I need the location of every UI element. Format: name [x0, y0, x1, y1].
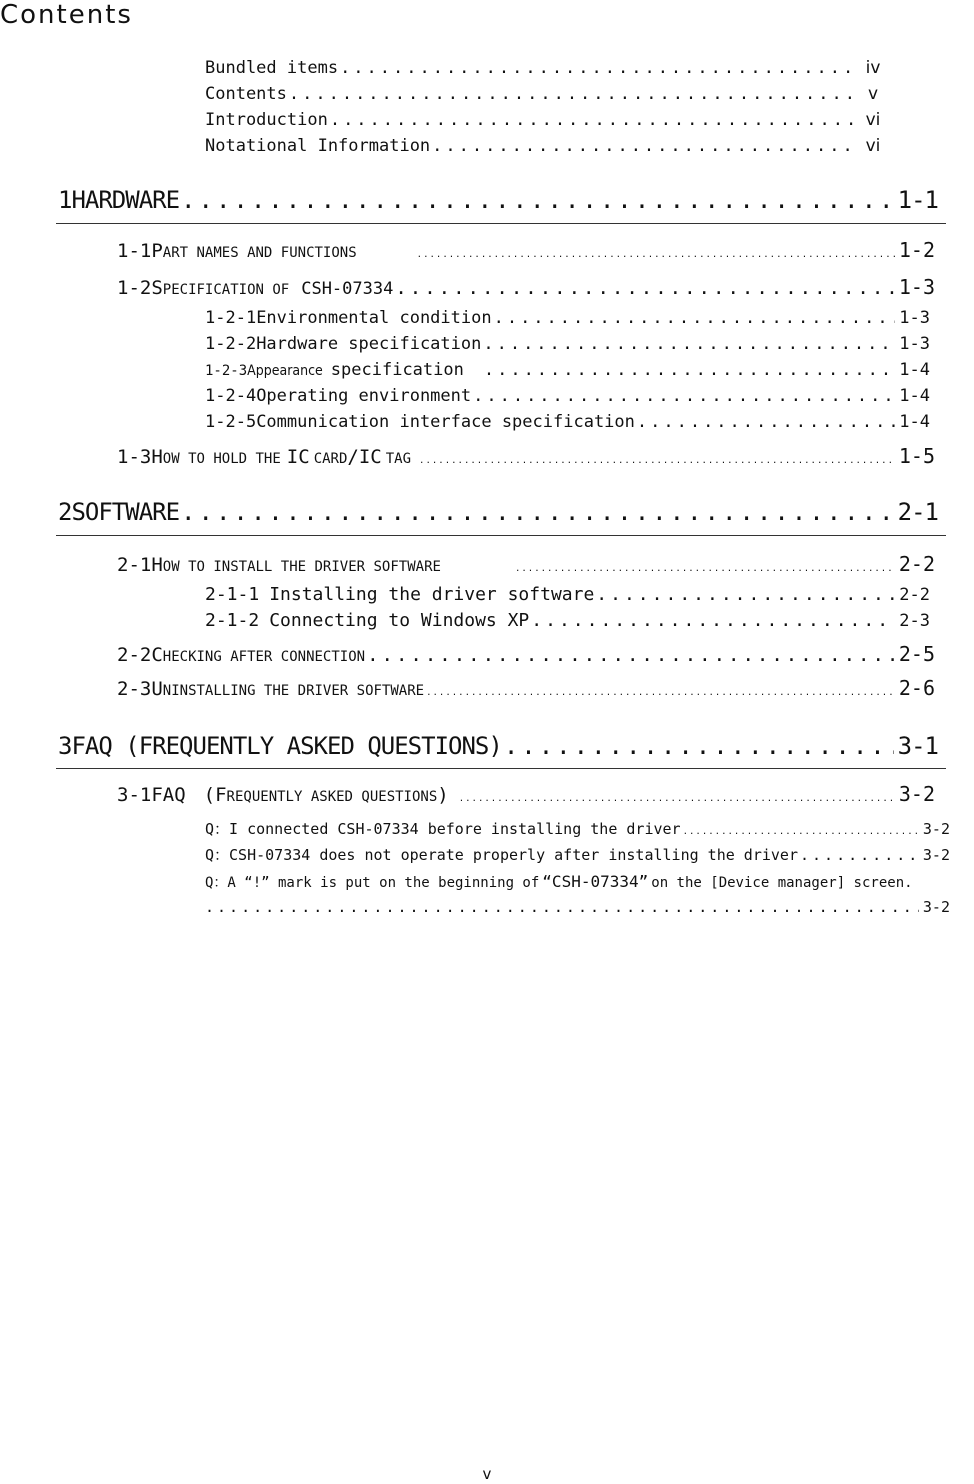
- page-ref: 3-2: [922, 846, 950, 864]
- dot-leader: [340, 58, 857, 78]
- dot-leader: [459, 794, 895, 804]
- page-ref: 2-2: [899, 585, 930, 605]
- subsection-label: Communication interface specification: [256, 412, 635, 432]
- section-label: PECIFICATION OF: [162, 282, 290, 298]
- section-label: ART NAMES AND FUNCTIONS: [162, 245, 357, 261]
- section-label-card: CARD: [313, 451, 348, 467]
- toc-subsection-1-2-2[interactable]: [205, 334, 930, 354]
- subsection-number: 1-2-5: [205, 412, 257, 432]
- toc-entry-introduction[interactable]: [205, 110, 885, 130]
- dot-leader: [395, 277, 895, 299]
- subsection-number: 1-2-1: [205, 308, 257, 328]
- section-label-suffix: CSH-07334: [301, 279, 394, 299]
- page-ref: 1-4: [899, 412, 930, 432]
- subsection-label-prefix: Appearance: [247, 363, 323, 379]
- toc-subsection-1-2-1[interactable]: [205, 308, 930, 328]
- toc-section-1-1[interactable]: [117, 238, 935, 262]
- toc-section-1-2[interactable]: [117, 275, 935, 299]
- toc-subsection-1-2-4[interactable]: [205, 386, 930, 406]
- toc-entry-bundled-items[interactable]: [205, 58, 885, 78]
- page-ref: 2-5: [898, 642, 935, 666]
- question-label: Q：A “!” mark is put on the beginning of: [205, 875, 540, 891]
- entry-label: Notational Information: [205, 136, 431, 156]
- subsection-number: 2-1-2: [205, 610, 260, 631]
- section-label: OW TO HOLD THE: [162, 451, 281, 467]
- subsection-number: 1-2-3: [205, 363, 248, 379]
- section-initial: U: [151, 678, 163, 700]
- toc-question-2[interactable]: [205, 844, 950, 865]
- toc-chapter-2[interactable]: [58, 498, 938, 526]
- page-ref: 3-2: [922, 898, 950, 916]
- dot-leader: [330, 110, 857, 130]
- chapter-number: 1: [58, 186, 72, 214]
- dot-leader: [494, 308, 896, 328]
- section-initial: P: [151, 240, 163, 262]
- toc-subsection-2-1-1[interactable]: [205, 584, 930, 605]
- chapter-number: 2: [58, 498, 72, 526]
- dot-leader: [483, 334, 895, 354]
- section-number: 2-3: [117, 678, 152, 700]
- entry-label: Bundled items: [205, 58, 339, 78]
- entry-label: Contents: [205, 84, 287, 104]
- dot-leader: [473, 386, 895, 406]
- dot-leader: [800, 846, 919, 864]
- section-initial: S: [151, 277, 163, 299]
- page-ref: 1-2: [898, 238, 935, 262]
- entry-label: Introduction: [205, 110, 328, 130]
- toc-subsection-1-2-5[interactable]: [205, 412, 930, 432]
- toc-subsection-1-2-3[interactable]: [205, 360, 930, 380]
- question-label-end: on the [Device manager] screen.: [651, 875, 913, 891]
- page-ref: 2-6: [898, 676, 935, 700]
- toc-chapter-3[interactable]: [58, 732, 938, 760]
- chapter-divider: [56, 223, 946, 224]
- dot-leader: [504, 732, 894, 760]
- question-label: Q：I connected CSH-07334 before installing the driver: [205, 820, 681, 838]
- section-number: 1-1: [117, 240, 152, 262]
- section-label-tag: TAG: [385, 451, 412, 467]
- subsection-label: Hardware specification: [256, 334, 482, 354]
- dot-leader: [205, 898, 919, 916]
- chapter-divider: [56, 768, 946, 769]
- page-number: v: [482, 1465, 492, 1483]
- section-label-close: ): [437, 784, 449, 806]
- section-label: NINSTALLING THE DRIVER SOFTWARE: [162, 683, 425, 699]
- dot-leader: [515, 564, 895, 574]
- section-label: HECKING AFTER CONNECTION: [162, 649, 366, 665]
- subsection-number: 1-2-2: [205, 334, 257, 354]
- toc-entry-notational-information[interactable]: [205, 136, 885, 156]
- dot-leader: [432, 136, 857, 156]
- dot-leader: [417, 250, 895, 260]
- section-number: 3-1: [117, 784, 152, 806]
- dot-leader: [181, 186, 894, 214]
- toc-section-2-3[interactable]: [117, 676, 935, 700]
- dot-leader: [367, 644, 895, 666]
- toc-section-2-2[interactable]: [117, 642, 935, 666]
- section-label: REQUENTLY ASKED QUESTIONS: [226, 789, 438, 805]
- subsection-label: Installing the driver software: [269, 584, 595, 605]
- page-ref: 2-2: [898, 552, 935, 576]
- subsection-label: specification: [330, 360, 464, 380]
- section-label: OW TO INSTALL THE DRIVER SOFTWARE: [162, 559, 441, 575]
- question-label-device: “CSH-07334”: [542, 872, 649, 891]
- page-ref: 1-1: [897, 186, 938, 214]
- toc-section-1-3[interactable]: [117, 444, 935, 468]
- section-number: 1-2: [117, 277, 152, 299]
- section-label-open: (F: [203, 784, 227, 806]
- section-initial: FAQ: [151, 784, 186, 806]
- page-ref: 1-4: [899, 386, 930, 406]
- subsection-label: Operating environment: [256, 386, 472, 406]
- section-number: 2-2: [117, 644, 152, 666]
- toc-chapter-1[interactable]: [58, 186, 938, 214]
- section-initial: H: [151, 554, 163, 576]
- chapter-label: SOFTWARE: [71, 498, 180, 526]
- subsection-label: Connecting to Windows XP: [269, 610, 530, 631]
- section-initial: C: [151, 644, 163, 666]
- page-ref: 3-1: [897, 732, 938, 760]
- section-label-ic: IC: [286, 446, 310, 468]
- page-ref: vi: [865, 110, 881, 130]
- section-label-ic-slash: /IC: [347, 446, 382, 468]
- page-ref: 1-5: [898, 444, 935, 468]
- toc-question-3[interactable]: [205, 872, 950, 892]
- page-ref: 2-3: [899, 611, 930, 631]
- page-ref: 3-2: [922, 820, 950, 838]
- section-number: 1-3: [117, 446, 152, 468]
- toc-subsection-2-1-2[interactable]: [205, 610, 930, 631]
- dot-leader: [419, 456, 895, 466]
- page-ref: 1-3: [898, 275, 935, 299]
- subsection-number: 2-1-1: [205, 584, 260, 605]
- page-ref: 1-3: [899, 308, 930, 328]
- question-label: Q：CSH-07334 does not operate properly after installing the driver: [205, 846, 798, 864]
- dot-leader: [181, 498, 894, 526]
- subsection-label: Environmental condition: [256, 308, 492, 328]
- toc-question-1[interactable]: [205, 818, 950, 839]
- dot-leader: [596, 584, 895, 605]
- page-ref: 1-3: [899, 334, 930, 354]
- chapter-label: FAQ (FREQUENTLY ASKED QUESTIONS): [71, 732, 502, 760]
- dot-leader: [289, 84, 857, 104]
- chapter-label: HARDWARE: [71, 186, 180, 214]
- toc-section-2-1[interactable]: [117, 552, 935, 576]
- toc-entry-contents[interactable]: [205, 84, 885, 104]
- section-initial: H: [151, 446, 163, 468]
- subsection-number: 1-2-4: [205, 386, 257, 406]
- dot-leader: [484, 360, 895, 380]
- dot-leader: [683, 827, 919, 837]
- chapter-divider: [56, 535, 946, 536]
- page-ref: 3-2: [898, 782, 935, 806]
- page-ref: 1-4: [899, 360, 930, 380]
- toc-section-3-1[interactable]: [117, 782, 935, 806]
- toc-question-3-leader[interactable]: [205, 898, 950, 916]
- chapter-number: 3: [58, 732, 72, 760]
- page-title: Contents: [0, 0, 133, 30]
- dot-leader: [426, 688, 895, 698]
- dot-leader: [531, 610, 895, 631]
- page-ref: vi: [865, 136, 881, 156]
- page-ref: iv: [865, 58, 881, 78]
- dot-leader: [637, 412, 895, 432]
- page-ref: 2-1: [897, 498, 938, 526]
- page-ref: v: [867, 84, 879, 104]
- section-number: 2-1: [117, 554, 152, 576]
